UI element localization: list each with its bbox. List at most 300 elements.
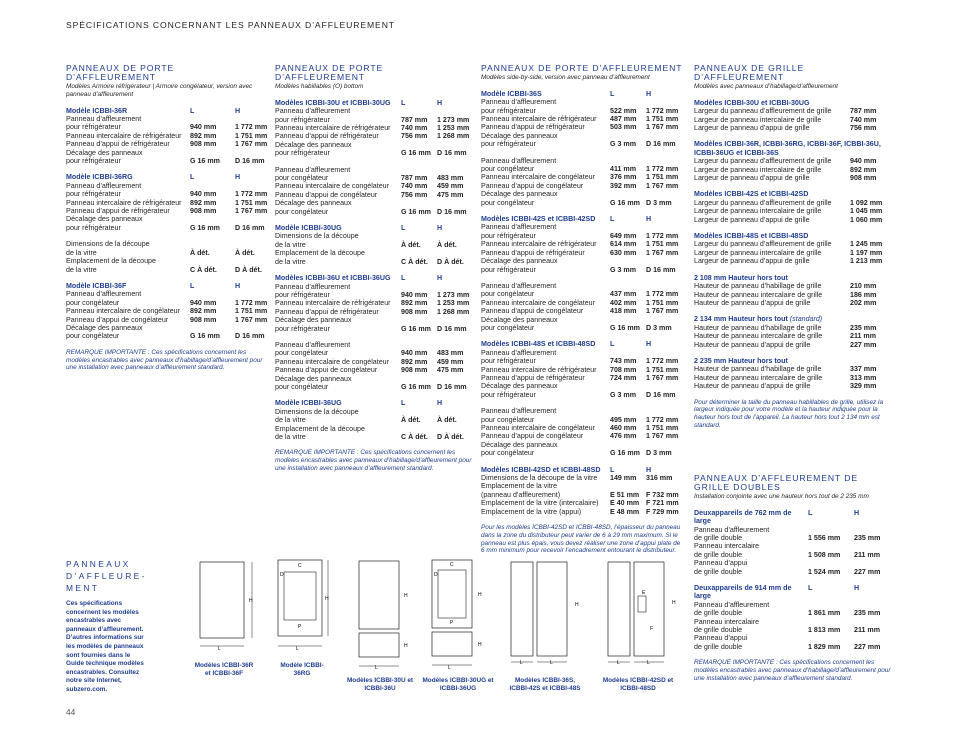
spec-label: de la vitre: [66, 265, 97, 274]
spec-value-l: 940 mm: [190, 190, 217, 199]
spec-row: [66, 215, 267, 223]
spec-row: [481, 140, 684, 148]
spec-label: Panneau d’affleurement: [481, 281, 557, 290]
spec-value-h: 1 772 mm: [235, 298, 268, 307]
diagram-label: H: [404, 593, 408, 599]
spec-label: Panneau d’appui: [694, 559, 748, 568]
spec-row: [481, 508, 684, 516]
diagram-30ug-36ug: [428, 554, 490, 672]
column-header-l: L: [610, 340, 615, 349]
model-heading: [275, 99, 475, 107]
spacer: [66, 232, 267, 240]
spec-row: [275, 341, 475, 349]
spec-row: [275, 375, 475, 383]
spec-value: 787 mm: [850, 107, 877, 116]
spec-label: Hauteur de panneau intercalaire de grille: [694, 290, 823, 299]
spec-value-l: E 40 mm: [610, 499, 640, 508]
section-subtitle: Modèles avec panneaux d’habillage/d’affleurement: [694, 83, 838, 90]
spec-row: [275, 116, 475, 124]
spec-label: pour réfrigérateur: [66, 223, 121, 232]
spec-row: [275, 325, 475, 333]
spacer: [481, 274, 684, 282]
spec-label: Largeur du panneau d’affleurement de grille: [694, 198, 832, 207]
spec-value-h: 227 mm: [854, 642, 881, 651]
diagram-label: L: [520, 660, 523, 666]
spec-label: de la vitre: [275, 240, 306, 249]
spec-row: [694, 207, 894, 215]
diagram-label: P: [450, 620, 454, 626]
height-heading: [694, 274, 894, 282]
spec-value-h: 459 mm: [437, 357, 464, 366]
spec-label: Panneau d’appui de congélateur: [481, 307, 584, 316]
diagram-caption: Modèles ICBBI-30U et ICBBI-36U: [346, 677, 414, 692]
spec-label: (panneau d’affleurement): [481, 490, 561, 499]
spec-row: [694, 166, 894, 174]
group-name: 2 134 mm Hauteur hors tout: [694, 315, 788, 324]
model-name: Modèle ICBBI-36S: [481, 89, 542, 98]
diagram-36rg: [274, 556, 336, 656]
spec-row: [481, 374, 684, 382]
section-title: PANNEAUX DE PORTE D’AFFLEUREMENT: [481, 63, 683, 73]
spec-value-l: 522 mm: [610, 106, 637, 115]
column-header-l: L: [401, 224, 406, 233]
spec-row: [275, 141, 475, 149]
spec-label: de la vitre: [275, 257, 306, 266]
spec-row: [481, 416, 684, 424]
spec-row: [275, 124, 475, 132]
spec-label: pour congélateur: [481, 165, 535, 174]
spec-value: 210 mm: [850, 282, 877, 291]
spec-row: [694, 291, 894, 299]
spec-label: de la vitre: [275, 433, 306, 442]
spec-label: Décalage des panneaux: [481, 131, 558, 140]
spec-value-h: 235 mm: [854, 534, 881, 543]
model-name: Modèles ICBBI-42S et ICBBI-42SD: [481, 215, 596, 224]
column-1: [66, 64, 267, 372]
model-heading: [275, 224, 475, 232]
spec-label: Panneau d’appui de congélateur: [275, 366, 378, 375]
spec-value-h: D 16 mm: [437, 207, 467, 216]
spec-label: pour congélateur: [275, 349, 329, 358]
spec-value-l: G 16 mm: [610, 323, 640, 332]
spec-row: [275, 291, 475, 299]
spec-value-l: 892 mm: [190, 198, 217, 207]
column-header-h: H: [437, 224, 443, 233]
spec-row: [275, 107, 475, 115]
spec-row: [66, 324, 267, 332]
column-header-h: H: [854, 584, 860, 593]
group-name: Modèles ICBBI-36R, ICBBI-36RG, ICBBI-36F, ICBBI-36U, ICBBI-36UG et ICBBI-36S: [694, 140, 881, 157]
spec-value-l: À dét.: [401, 240, 421, 249]
spec-row: [275, 249, 475, 257]
spec-row: [694, 568, 894, 576]
spec-row: [481, 432, 684, 440]
spec-label: Largeur du panneau d’affleurement de grille: [694, 157, 832, 166]
spec-label: Panneau d’affleurement: [481, 348, 557, 357]
spec-label: pour réfrigérateur: [275, 149, 330, 158]
spec-row: [481, 299, 684, 307]
spec-value-l: 1 556 mm: [808, 534, 841, 543]
spec-label: Décalage des panneaux: [481, 257, 558, 266]
spec-label: Emplacement de la découpe: [275, 424, 365, 433]
spec-value-h: 1 772 mm: [235, 123, 268, 132]
spec-value-l: 503 mm: [610, 123, 637, 132]
diagram-label: D: [434, 572, 438, 578]
spec-label: de la vitre: [66, 248, 97, 257]
spec-value-l: 756 mm: [401, 190, 428, 199]
spec-value-l: 724 mm: [610, 373, 637, 382]
spec-label: Dimensions de la découpe: [275, 232, 359, 241]
spec-value: 1 045 mm: [850, 207, 883, 216]
column-header-l: L: [401, 399, 406, 408]
spec-label: Hauteur de panneau intercalaire de grille: [694, 373, 823, 382]
spec-label: Panneau d’affleurement: [66, 115, 142, 123]
spec-row: [481, 107, 684, 115]
group-name: 2 108 mm Hauteur hors tout: [694, 273, 788, 282]
spec-row: [481, 324, 684, 332]
spec-row: [481, 349, 684, 357]
spec-label: Largeur de panneau intercalaire de grille: [694, 165, 822, 174]
spec-row: [694, 534, 894, 542]
column-header-l: L: [401, 274, 406, 283]
spec-label: Panneau intercalaire de congélateur: [481, 424, 595, 433]
spec-value: 211 mm: [850, 332, 877, 341]
section-subtitle: Modèles side-by-side, version avec panneau d’affleurement: [481, 74, 650, 81]
spec-label: Décalage des panneaux: [66, 323, 143, 332]
sidebar-title: PANNEAUX D’AFFLEURE-MENT: [66, 559, 147, 593]
spec-value-l: 756 mm: [401, 132, 428, 141]
spec-value-l: 392 mm: [610, 181, 637, 190]
spec-value-l: 411 mm: [610, 165, 637, 174]
spec-value: 1 197 mm: [850, 248, 883, 257]
diagram-label: H: [672, 600, 676, 606]
spec-value-h: 1 767 mm: [646, 373, 679, 382]
spec-value-h: 1 751 mm: [235, 198, 268, 207]
spec-row: [275, 408, 475, 416]
spec-value-h: 211 mm: [854, 626, 881, 635]
spec-row: [66, 190, 267, 198]
spec-row: [66, 157, 267, 165]
spacer: [481, 149, 684, 157]
grille-note: Pour déterminer la taille du panneau habillables de grille, utilisez la largeur indiquée pour votre modèle et la hauteur indiquée pour la hauteur hors tout de l’appareil. La hauteur hors tout 2 134 mm est standard.: [694, 398, 883, 429]
spec-label: pour réfrigérateur: [481, 140, 536, 149]
spec-row: [275, 433, 475, 441]
spec-label: Emplacement de la vitre: [481, 482, 558, 491]
spec-value-h: 1 772 mm: [646, 106, 679, 115]
spec-row: [694, 157, 894, 165]
spec-value-l: 460 mm: [610, 424, 637, 433]
spec-value-l: 708 mm: [610, 365, 637, 374]
spec-row: [694, 643, 894, 651]
model-heading: [66, 107, 267, 115]
important-note: REMARQUE IMPORTANTE : Ces spécifications concernent les modèles encastrables avec panneaux d’habillage/d’affleurement pour une installation avec panneaux d’affleurement standard.: [275, 449, 472, 473]
spec-value-l: 402 mm: [610, 298, 637, 307]
diagram-caption: Modèles ICBBI-42SD et ICBBI-48SD: [602, 677, 674, 692]
page-header: SPÉCIFICATIONS CONCERNANT LES PANNEAUX D’AFFLEUREMENT: [66, 20, 395, 30]
spec-row: [275, 241, 475, 249]
spec-row: [694, 299, 894, 307]
spec-value-l: 908 mm: [190, 207, 217, 216]
spec-row: [66, 299, 267, 307]
spec-row: [694, 618, 894, 626]
model-heading: [275, 274, 475, 282]
spec-label: pour congélateur: [66, 298, 120, 307]
column-4: [694, 64, 894, 430]
spec-label: Panneau d’affleurement: [275, 282, 351, 291]
spec-value-l: C À dét.: [190, 265, 217, 274]
spec-value-h: 459 mm: [437, 182, 464, 191]
spec-value-h: 1 253 mm: [437, 124, 470, 133]
spec-row: [694, 634, 894, 642]
spec-value-l: G 16 mm: [401, 382, 431, 391]
spec-value-h: D À dét.: [437, 433, 464, 442]
spec-row: [275, 308, 475, 316]
spec-value: 202 mm: [850, 298, 877, 307]
section-subtitle: Modèles Armoire réfrigérateur | Armoire congélateur, version avec panneau d’affleurement: [66, 83, 253, 98]
spec-label: pour congélateur: [481, 415, 535, 424]
spec-row: [66, 224, 267, 232]
spec-row: [694, 124, 894, 132]
column-header-l: L: [190, 173, 195, 182]
spec-value-l: 892 mm: [401, 299, 428, 308]
spec-row: [275, 416, 475, 424]
model-name: Deuxappareils de 914 mm de large: [694, 584, 792, 601]
spec-value: 940 mm: [850, 157, 877, 166]
diagram-label: L: [218, 646, 221, 652]
spec-value-l: 1 813 mm: [808, 626, 841, 635]
spec-value-l: 1 861 mm: [808, 609, 841, 618]
spec-value-h: D 16 mm: [437, 382, 467, 391]
spec-value-l: À dét.: [401, 416, 421, 425]
spec-row: [275, 299, 475, 307]
model-name: Deuxappareils de 762 mm de large: [694, 508, 792, 526]
spec-label: Largeur de panneau intercalaire de grille: [694, 248, 822, 257]
spec-label: Panneau intercalaire de congélateur: [275, 182, 389, 191]
spec-label: Décalage des panneaux: [481, 315, 558, 324]
spec-row: [694, 174, 894, 182]
spec-label: Décalage des panneaux: [275, 140, 352, 149]
spec-value-h: 1 751 mm: [646, 115, 679, 124]
spec-value: 329 mm: [850, 382, 877, 391]
spec-label: Largeur de panneau d’appui de grille: [694, 257, 810, 266]
spec-row: [66, 290, 267, 298]
spec-value-h: 1 751 mm: [646, 365, 679, 374]
spec-row: [481, 257, 684, 265]
spec-row: [481, 157, 684, 165]
spec-row: [481, 266, 684, 274]
spec-label: Panneau d’appui de réfrigérateur: [275, 132, 379, 141]
column-header-h: H: [437, 399, 443, 408]
spec-row: [481, 223, 684, 231]
spec-label: Panneau d’affleurement: [66, 181, 142, 190]
spec-row: [481, 424, 684, 432]
spec-value-l: G 3 mm: [610, 265, 637, 274]
spec-label: Panneau d’appui de réfrigérateur: [66, 140, 170, 149]
spec-value-l: 740 mm: [401, 124, 428, 133]
spec-value-h: 1 767 mm: [235, 207, 268, 216]
spec-row: [481, 491, 684, 499]
spec-row: [66, 115, 267, 123]
spec-value-l: G 16 mm: [401, 149, 431, 158]
spec-label: Panneau intercalaire de congélateur: [66, 307, 180, 316]
model-heading: [275, 399, 475, 407]
spec-label: Panneau intercalaire de réfrigérateur: [481, 240, 597, 249]
spec-row: [66, 199, 267, 207]
spec-value-l: 495 mm: [610, 415, 637, 424]
sidebar: [66, 558, 150, 695]
model-name: Modèles ICBBI-36U et ICBBI-36UG: [275, 274, 391, 283]
spec-row: [481, 499, 684, 507]
spec-value-l: 1 829 mm: [808, 642, 841, 651]
spec-label: Panneau d’appui de réfrigérateur: [66, 207, 170, 216]
spacer: [275, 333, 475, 341]
spec-row: [66, 207, 267, 215]
spec-label: pour réfrigérateur: [66, 123, 121, 132]
column-3: [481, 64, 684, 555]
spec-value-h: 1 767 mm: [646, 432, 679, 441]
section-title: PANNEAUX DE GRILLE D’AFFLEUREMENT: [694, 63, 805, 82]
spec-label: Largeur du panneau d’affleurement de grille: [694, 240, 832, 249]
spec-label: Décalage des panneaux: [481, 382, 558, 391]
spec-label: Panneau intercalaire de congélateur: [481, 298, 595, 307]
spec-label: pour réfrigérateur: [275, 115, 330, 124]
spec-row: [275, 316, 475, 324]
model-heading: [66, 282, 267, 290]
spec-label: de grille double: [694, 567, 743, 576]
spec-label: de grille double: [694, 534, 743, 543]
diagram-label: H: [478, 592, 482, 598]
model-heading: [694, 584, 894, 601]
spec-value: 313 mm: [850, 373, 877, 382]
spec-value-h: D 16 mm: [437, 324, 467, 333]
spec-value-l: G 3 mm: [610, 390, 637, 399]
column-header-h: H: [646, 340, 652, 349]
spec-row: [694, 257, 894, 265]
column-header-l: L: [610, 465, 615, 474]
spec-row: [275, 258, 475, 266]
spec-value-l: G 16 mm: [610, 198, 640, 207]
spec-value-l: 630 mm: [610, 248, 637, 257]
spec-value-h: 211 mm: [854, 550, 881, 559]
spec-label: Panneau intercalaire: [694, 617, 760, 626]
spec-row: [481, 307, 684, 315]
column-header-h: H: [646, 465, 652, 474]
diagram-30u-36u: [355, 557, 415, 673]
spec-row: [694, 374, 894, 382]
spec-value-l: C À dét.: [401, 433, 428, 442]
spec-value-h: D 16 mm: [646, 265, 676, 274]
spec-label: pour réfrigérateur: [275, 324, 330, 333]
spec-row: [481, 366, 684, 374]
spec-value-h: F 732 mm: [646, 490, 679, 499]
spec-label: pour congélateur: [481, 449, 535, 458]
column-header-l: L: [190, 281, 195, 290]
spec-value-l: 743 mm: [610, 357, 637, 366]
spec-row: [481, 182, 684, 190]
diagram-label: H: [404, 643, 408, 649]
diagram-label: C: [298, 563, 302, 569]
spec-row: [481, 173, 684, 181]
spec-label: Panneau intercalaire de réfrigérateur: [275, 299, 391, 308]
spec-value-l: G 16 mm: [190, 223, 220, 232]
spec-row: [694, 382, 894, 390]
spec-row: [275, 174, 475, 182]
spec-label: Largeur de panneau d’appui de grille: [694, 124, 810, 133]
column-header-h: H: [646, 215, 652, 224]
spec-row: [481, 357, 684, 365]
diagram-label: H: [325, 596, 329, 602]
spec-row: [275, 232, 475, 240]
spec-label: Panneau d’affleurement: [275, 107, 351, 116]
diagram-label: H: [249, 598, 253, 604]
spec-value-l: 1 524 mm: [808, 567, 841, 576]
model-heading: [694, 232, 894, 240]
column-header-l: L: [401, 98, 406, 107]
spec-row: [694, 609, 894, 617]
spec-value-h: 483 mm: [437, 349, 464, 358]
spec-row: [275, 149, 475, 157]
spec-row: [275, 182, 475, 190]
column-header-l: L: [190, 106, 195, 115]
spec-row: [66, 266, 267, 274]
column-header-l: L: [610, 215, 615, 224]
spec-label: de grille double: [694, 626, 743, 635]
spec-value-h: 1 751 mm: [235, 307, 268, 316]
spec-label: Emplacement de la vitre (appui): [481, 507, 582, 516]
spec-label: Panneau d’appui de réfrigérateur: [481, 373, 585, 382]
column-header-l: L: [610, 89, 615, 98]
spec-value-h: 1 772 mm: [646, 290, 679, 299]
spec-label: Panneau d’affleurement: [481, 156, 557, 165]
diagram-label: L: [375, 665, 378, 671]
important-note: Pour les modèles ICBBI-42SD et ICBBI-48SD, l’épaisseur du panneau dans la zone du distributeur peut varier de 6 à 29 mm maximum. Si le panneau est plus épais, vous devez réaliser une zone d’appui plate de 6 mm minimum pour recevoir l’encadrement entourant le distributeur.: [481, 524, 681, 555]
spec-value-h: 475 mm: [437, 366, 464, 375]
spec-label: Panneau intercalaire de congélateur: [481, 173, 595, 182]
spec-label: Panneau d’appui de congélateur: [275, 190, 378, 199]
spec-label: Décalage des panneaux: [481, 190, 558, 199]
spec-value-h: 1 767 mm: [646, 248, 679, 257]
spec-label: Hauteur de panneau d’habillage de grille: [694, 365, 822, 374]
spec-row: [275, 349, 475, 357]
spec-value-h: 1 772 mm: [646, 415, 679, 424]
spec-value-h: À dét.: [437, 416, 457, 425]
spec-label: de grille double: [694, 642, 743, 651]
spec-label: Largeur du panneau d’affleurement de grille: [694, 107, 832, 116]
model-heading: [481, 215, 684, 223]
spec-label: Hauteur de panneau d’habillage de grille: [694, 323, 822, 332]
section-title: PANNEAUX DE PORTE D’AFFLEUREMENT: [275, 63, 384, 82]
column-header-l: L: [808, 584, 813, 593]
spec-value-l: E 51 mm: [610, 490, 640, 499]
spec-value-l: 418 mm: [610, 307, 637, 316]
column-header-h: H: [235, 173, 241, 182]
spec-row: [275, 208, 475, 216]
spec-value-h: D À dét.: [235, 265, 262, 274]
spec-row: [275, 383, 475, 391]
spec-value-l: 892 mm: [190, 307, 217, 316]
spec-value-l: À dét.: [190, 248, 210, 257]
spec-label: Panneau intercalaire: [694, 542, 760, 551]
spec-value-l: 787 mm: [401, 115, 428, 124]
spec-value: 1 092 mm: [850, 198, 883, 207]
diagram-caption: Modèles ICBBI-36S, ICBBI-42S et ICBBI-48S: [509, 677, 581, 692]
column-header-h: H: [854, 508, 860, 517]
diagram-label: E: [642, 590, 646, 596]
spec-label: Panneau intercalaire de réfrigérateur: [275, 124, 391, 133]
spec-label: Panneau d’appui de congélateur: [481, 181, 584, 190]
spec-label: pour congélateur: [275, 382, 329, 391]
spec-label: Dimensions de la découpe de la vitre: [481, 474, 598, 483]
